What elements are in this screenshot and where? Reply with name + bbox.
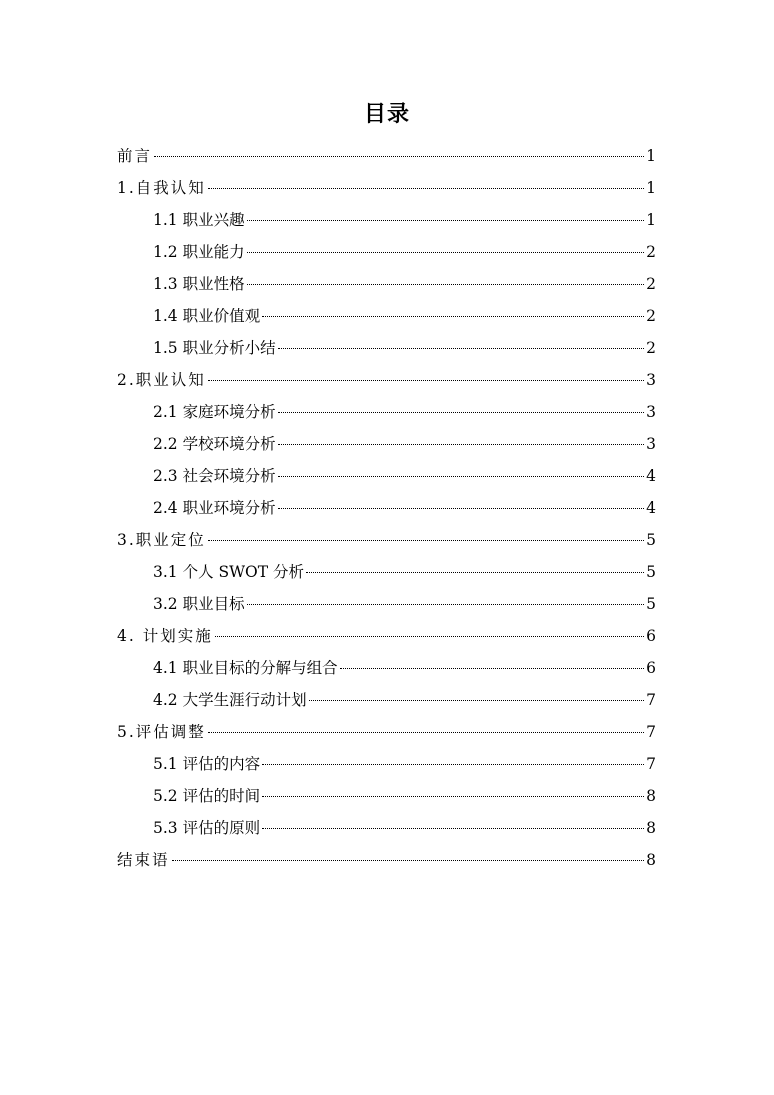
dot-leader [172, 860, 644, 861]
toc-entry-page: 3 [646, 371, 656, 389]
toc-entry-label: 2.3 社会环境分析 [153, 467, 276, 485]
toc-entry-label: 1.自我认知 [117, 179, 206, 197]
toc-entry-section-4-2[interactable] [153, 684, 656, 716]
dot-leader [262, 828, 644, 829]
toc-entry-section-3[interactable] [117, 524, 656, 556]
toc-entry-page: 2 [646, 339, 656, 357]
toc-entry-page: 6 [646, 659, 656, 677]
toc-entry-label: 2.2 学校环境分析 [153, 435, 276, 453]
toc-entry-section-3-1[interactable] [153, 556, 656, 588]
dot-leader [208, 732, 644, 733]
toc-entry-page: 1 [646, 179, 656, 197]
toc-entry-label: 4. 计划实施 [117, 627, 213, 645]
toc-entry-page: 4 [646, 467, 656, 485]
dot-leader [154, 156, 644, 157]
toc-entry-page: 2 [646, 275, 656, 293]
toc-entry-label: 5.3 评估的原则 [153, 819, 261, 837]
toc-entry-section-1-2[interactable] [153, 236, 656, 268]
dot-leader [247, 220, 644, 221]
toc-entry-label: 4.1 职业目标的分解与组合 [153, 659, 338, 677]
toc-entry-label: 3.2 职业目标 [153, 595, 245, 613]
toc-entry-section-5-2[interactable] [153, 780, 656, 812]
dot-leader [247, 604, 644, 605]
dot-leader [340, 668, 644, 669]
page-title: 目录 [363, 101, 410, 127]
toc-entry-label: 前言 [117, 147, 153, 165]
toc-entry-page: 4 [646, 499, 656, 517]
toc-entry-section-2-3[interactable] [153, 460, 656, 492]
toc-entry-label: 1.4 职业价值观 [153, 307, 261, 325]
toc-entry-section-1-3[interactable] [153, 268, 656, 300]
toc-entry-page: 8 [646, 851, 656, 869]
dot-leader [278, 476, 644, 477]
dot-leader [278, 412, 644, 413]
dot-leader [278, 444, 644, 445]
toc-entry-section-4-1[interactable] [153, 652, 656, 684]
toc-entry-page: 7 [646, 723, 656, 741]
dot-leader [208, 188, 644, 189]
toc-entry-label: 1.5 职业分析小结 [153, 339, 276, 357]
toc-entry-section-1[interactable] [117, 172, 656, 204]
dot-leader [309, 700, 644, 701]
dot-leader [262, 796, 644, 797]
dot-leader [262, 764, 644, 765]
toc-entry-section-5[interactable] [117, 716, 656, 748]
dot-leader [306, 572, 644, 573]
toc-entry-label: 5.评估调整 [117, 723, 206, 741]
toc-entry-section-3-2[interactable] [153, 588, 656, 620]
dot-leader [208, 380, 644, 381]
toc-entry-section-1-5[interactable] [153, 332, 656, 364]
toc-entry-section-5-1[interactable] [153, 748, 656, 780]
dot-leader [247, 284, 644, 285]
toc-entry-page: 3 [646, 435, 656, 453]
dot-leader [278, 348, 644, 349]
toc-entry-section-4[interactable] [117, 620, 656, 652]
toc-entry-label: 1.2 职业能力 [153, 243, 245, 261]
toc-entry-label: 1.1 职业兴趣 [153, 211, 245, 229]
toc-entry-page: 5 [646, 563, 656, 581]
toc-entry-label: 3.1 个人 SWOT 分析 [153, 563, 305, 581]
toc-entry-page: 1 [646, 211, 656, 229]
toc-entry-label: 4.2 大学生涯行动计划 [153, 691, 307, 709]
toc-entry-label: 5.2 评估的时间 [153, 787, 261, 805]
toc-entry-page: 8 [646, 819, 656, 837]
toc-entry-page: 3 [646, 403, 656, 421]
toc-entry-page: 2 [646, 243, 656, 261]
toc-entry-page: 7 [646, 691, 656, 709]
toc-entry-page: 5 [646, 595, 656, 613]
toc-entry-label: 2.4 职业环境分析 [153, 499, 276, 517]
toc-entry-preface[interactable] [117, 140, 656, 172]
toc-entry-page: 8 [646, 787, 656, 805]
toc-entry-section-2[interactable] [117, 364, 656, 396]
toc-entry-section-2-2[interactable] [153, 428, 656, 460]
toc-entry-page: 1 [646, 147, 656, 165]
toc-entry-section-2-4[interactable] [153, 492, 656, 524]
dot-leader [262, 316, 644, 317]
toc-entry-label: 1.3 职业性格 [153, 275, 245, 293]
toc-entry-page: 6 [646, 627, 656, 645]
toc-entry-page: 7 [646, 755, 656, 773]
toc-entry-conclusion[interactable] [117, 844, 656, 876]
toc-entry-section-1-4[interactable] [153, 300, 656, 332]
toc-entry-section-5-3[interactable] [153, 812, 656, 844]
toc-entry-label: 2.1 家庭环境分析 [153, 403, 276, 421]
toc-entry-section-1-1[interactable] [153, 204, 656, 236]
dot-leader [247, 252, 644, 253]
toc-entry-label: 5.1 评估的内容 [153, 755, 261, 773]
toc-entry-label: 2.职业认知 [117, 371, 206, 389]
dot-leader [208, 540, 644, 541]
toc-entry-page: 5 [646, 531, 656, 549]
toc-entry-page: 2 [646, 307, 656, 325]
dot-leader [215, 636, 644, 637]
toc-entry-label: 3.职业定位 [117, 531, 206, 549]
toc-entry-label: 结束语 [117, 851, 170, 869]
dot-leader [278, 508, 644, 509]
toc-entry-section-2-1[interactable] [153, 396, 656, 428]
